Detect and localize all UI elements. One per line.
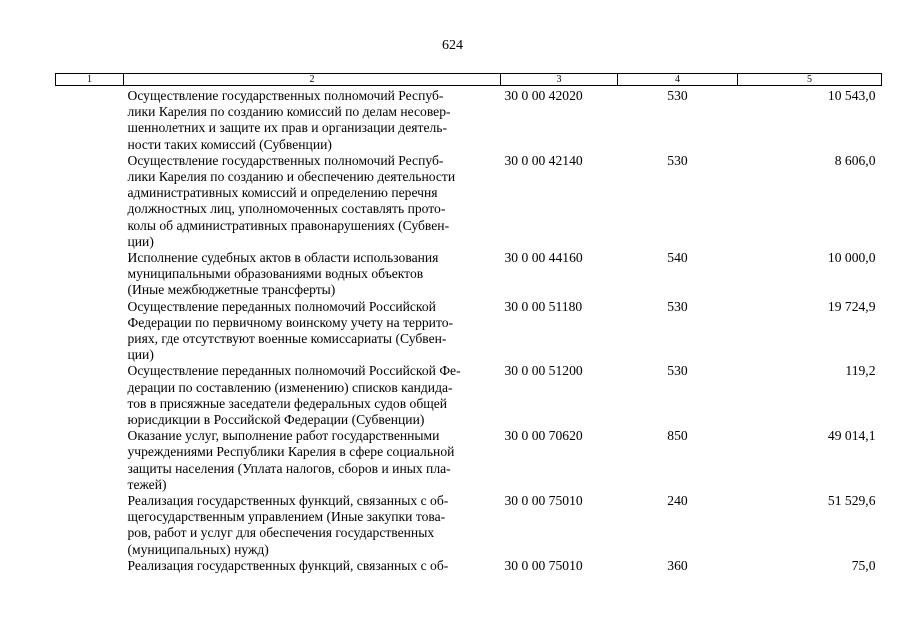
row-col1-cell xyxy=(56,299,124,364)
table-row xyxy=(56,493,882,558)
amount-value: 49 014,1 xyxy=(827,428,876,444)
expense-name: Осуществление переданных полномочий Российской Федерации по первичному воинскому учету на террито- риях, где отсутствуют военные комиссариаты (Субвен- ции) xyxy=(127,298,454,363)
amount-value: 10 543,0 xyxy=(827,88,876,103)
column-number-1: 1 xyxy=(56,74,124,86)
expense-type-code: 360 xyxy=(667,557,688,573)
row-col1-cell xyxy=(56,363,124,428)
target-article-code: 30 0 00 75010 xyxy=(504,557,583,573)
expense-name: Реализация государственных функций, связанных с об- щегосударственным управлением (Иные закупки това- ров, работ и услуг для обеспечения государственных (муниципальных) нужд) xyxy=(127,493,449,557)
target-article-code: 30 0 00 51180 xyxy=(504,298,583,314)
amount-value: 75,0 xyxy=(851,557,876,573)
target-article-code: 30 0 00 51200 xyxy=(504,363,583,379)
expense-type-code: 530 xyxy=(667,152,688,168)
expense-type-code: 540 xyxy=(667,250,688,266)
page-number: 624 xyxy=(442,38,463,53)
target-article-code: 30 0 00 70620 xyxy=(504,428,583,444)
amount-value: 8 606,0 xyxy=(834,152,876,168)
expense-type-code: 530 xyxy=(667,298,688,314)
expense-type-code: 850 xyxy=(667,428,688,444)
table-row xyxy=(56,558,882,574)
expense-name: Осуществление переданных полномочий Российской Фе- дерации по составлению (изменению) списков кандида- тов в присяжные заседатели федеральных судов общей юрисдикции в Российской Федерации (Субвенции) xyxy=(127,363,461,428)
expense-name: Осуществление государственных полномочий Респуб- лики Карелия по созданию и обеспечению деятельности административных комиссий и определению перечня должностных лиц, уполномоченных составлять прото- колы об административных правонарушениях (Субвен- ции) xyxy=(127,152,456,249)
row-col1-cell xyxy=(56,428,124,493)
table-row xyxy=(56,250,882,299)
expense-name: Оказание услуг, выполнение работ государственными учреждениями Республики Карелия в сфере социальной защиты населения (Уплата налогов, сборов и иных пла- тежей) xyxy=(127,428,455,492)
table-row xyxy=(56,299,882,364)
expense-name: Осуществление государственных полномочий Респуб- лики Карелия по созданию комиссий по делам несовер- шеннолетних и защите их прав и организации деятель- ности таких комиссий (Субвенции) xyxy=(127,88,451,152)
expense-type-code: 530 xyxy=(667,88,688,103)
row-col1-cell xyxy=(56,558,124,574)
table-row xyxy=(56,86,882,153)
target-article-code: 30 0 00 44160 xyxy=(504,250,583,266)
table-row xyxy=(56,428,882,493)
row-col1-cell xyxy=(56,250,124,299)
column-number-4: 4 xyxy=(618,74,738,86)
column-number-5: 5 xyxy=(738,74,882,86)
table-row xyxy=(56,363,882,428)
column-number-3: 3 xyxy=(501,74,618,86)
expense-type-code: 240 xyxy=(667,493,688,509)
expense-type-code: 530 xyxy=(667,363,688,379)
target-article-code: 30 0 00 42020 xyxy=(504,88,583,103)
column-number-header xyxy=(56,74,882,86)
amount-value: 10 000,0 xyxy=(827,250,876,266)
table-row xyxy=(56,153,882,250)
budget-table xyxy=(55,73,882,574)
amount-value: 119,2 xyxy=(845,363,876,379)
target-article-code: 30 0 00 42140 xyxy=(504,152,583,168)
row-col1-cell xyxy=(56,153,124,250)
column-number-2: 2 xyxy=(124,74,501,86)
row-col1-cell xyxy=(56,86,124,153)
expense-name: Реализация государственных функций, связанных с об- xyxy=(127,557,449,573)
expense-name: Исполнение судебных актов в области использования муниципальными образованиями водных объектов (Иные межбюджетные трансферты) xyxy=(127,250,439,298)
row-col1-cell xyxy=(56,493,124,558)
amount-value: 19 724,9 xyxy=(827,298,876,314)
amount-value: 51 529,6 xyxy=(827,493,876,509)
target-article-code: 30 0 00 75010 xyxy=(504,493,583,509)
